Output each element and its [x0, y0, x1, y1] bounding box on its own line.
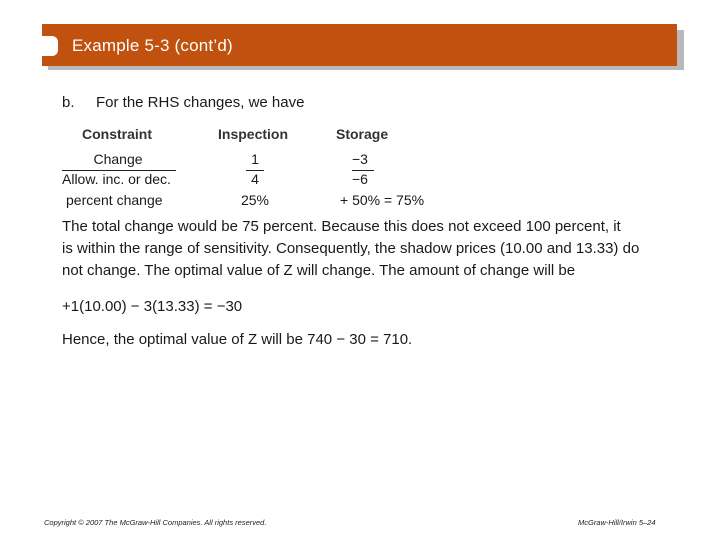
item-intro: For the RHS changes, we have	[96, 94, 305, 111]
row-label-change: Change	[93, 151, 143, 167]
paragraph-line: is within the range of sensitivity. Consequently, the shadow prices (10.00 and 13.33) do	[62, 240, 640, 257]
storage-change: −3	[352, 151, 368, 167]
inspection-percent: 25%	[240, 192, 270, 208]
change-equation: +1(10.00) − 3(13.33) = −30	[62, 298, 243, 315]
storage-allowable: −6	[352, 171, 368, 187]
header-storage: Storage	[336, 126, 389, 142]
footer-page-number: McGraw-Hill/Irwin 5–24	[578, 518, 656, 527]
paragraph-line: not change. The optimal value of Z will change. The amount of change will be	[62, 262, 576, 279]
footer-copyright: Copyright © 2007 The McGraw-Hill Companies. All rights reserved.	[44, 518, 267, 527]
storage-percent: + 50% = 75%	[340, 192, 425, 208]
slide-title: Example 5-3 (cont’d)	[72, 36, 233, 55]
inspection-allowable: 4	[251, 171, 259, 187]
paragraph-line: The total change would be 75 percent. Because this does not exceed 100 percent, it	[62, 218, 621, 235]
conclusion-text: Hence, the optimal value of Z will be 740 − 30 = 710.	[62, 331, 413, 348]
explanation-paragraph	[62, 216, 672, 282]
item-marker: b.	[62, 94, 75, 111]
row-label-allowable: Allow. inc. or dec.	[62, 171, 171, 187]
row-label-percent: percent change	[66, 192, 163, 208]
header-constraint: Constraint	[82, 126, 152, 142]
header-inspection: Inspection	[218, 126, 289, 142]
inspection-change: 1	[251, 151, 259, 167]
